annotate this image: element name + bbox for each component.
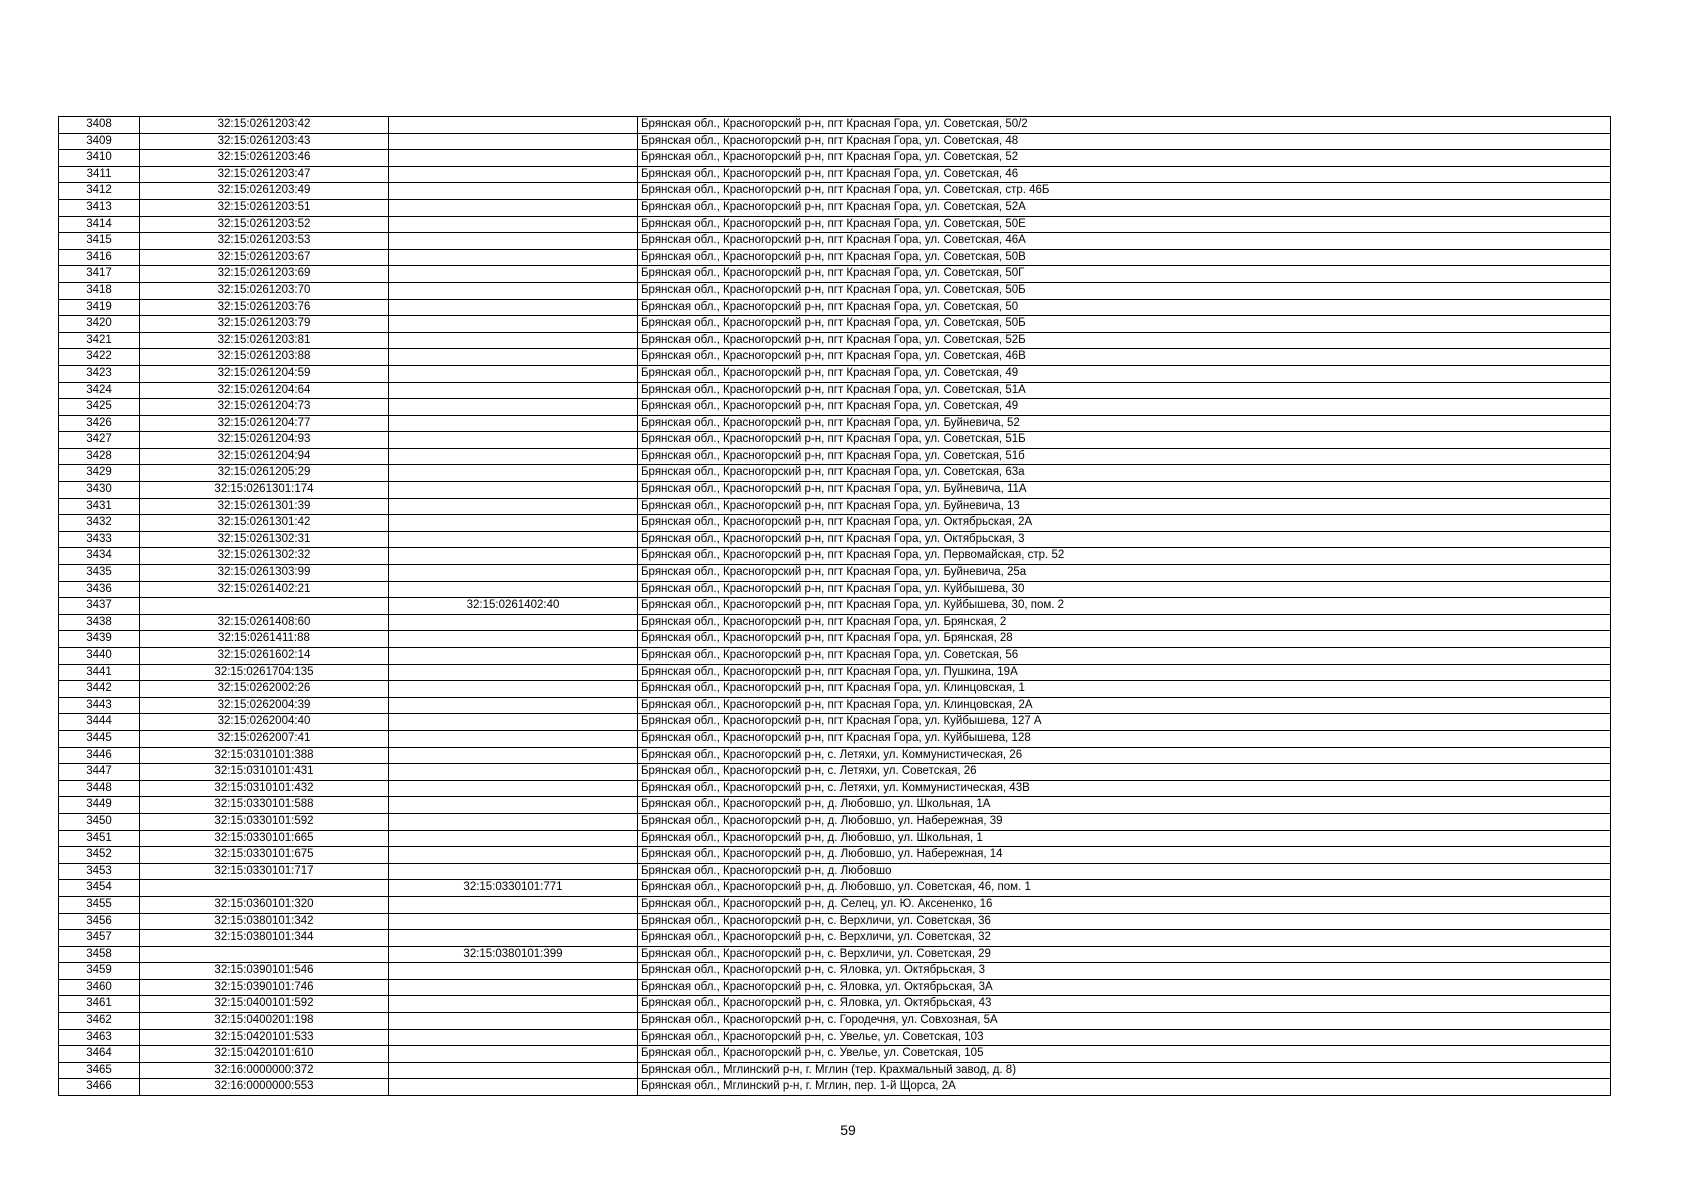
cadastral-number-cell: 32:15:0261203:43 bbox=[140, 133, 389, 150]
premises-cadastral-number-cell bbox=[389, 1029, 638, 1046]
row-number-cell: 3426 bbox=[59, 415, 140, 432]
address-cell: Брянская обл., Красногорский р-н, пгт Красная Гора, ул. Советская, 50/2 bbox=[638, 117, 1611, 134]
row-number-cell: 3442 bbox=[59, 681, 140, 698]
address-cell: Брянская обл., Красногорский р-н, пгт Красная Гора, ул. Советская, стр. 46Б bbox=[638, 183, 1611, 200]
premises-cadastral-number-cell bbox=[389, 349, 638, 366]
table-row bbox=[59, 581, 1611, 598]
premises-cadastral-number-cell bbox=[389, 1079, 638, 1096]
premises-cadastral-number-cell bbox=[389, 282, 638, 299]
premises-cadastral-number-cell: 32:15:0330101:771 bbox=[389, 880, 638, 897]
address-cell: Брянская обл., Красногорский р-н, с. Летяхи, ул. Советская, 26 bbox=[638, 764, 1611, 781]
cadastral-number-cell: 32:15:0262002:26 bbox=[140, 681, 389, 698]
address-cell: Брянская обл., Красногорский р-н, пгт Красная Гора, ул. Клинцовская, 2А bbox=[638, 697, 1611, 714]
cadastral-number-cell: 32:15:0380101:344 bbox=[140, 930, 389, 947]
cadastral-number-cell: 32:15:0420101:610 bbox=[140, 1046, 389, 1063]
premises-cadastral-number-cell bbox=[389, 199, 638, 216]
premises-cadastral-number-cell bbox=[389, 863, 638, 880]
premises-cadastral-number-cell bbox=[389, 681, 638, 698]
cadastral-number-cell bbox=[140, 880, 389, 897]
address-cell: Брянская обл., Красногорский р-н, пгт Красная Гора, ул. Куйбышева, 30, пом. 2 bbox=[638, 598, 1611, 615]
row-number-cell: 3463 bbox=[59, 1029, 140, 1046]
cadastral-number-cell: 32:15:0261205:29 bbox=[140, 465, 389, 482]
row-number-cell: 3422 bbox=[59, 349, 140, 366]
row-number-cell: 3450 bbox=[59, 813, 140, 830]
table-row bbox=[59, 349, 1611, 366]
row-number-cell: 3460 bbox=[59, 979, 140, 996]
table-row bbox=[59, 565, 1611, 582]
cadastral-number-cell: 32:15:0261301:42 bbox=[140, 515, 389, 532]
table-row bbox=[59, 747, 1611, 764]
address-cell: Брянская обл., Красногорский р-н, пгт Красная Гора, ул. Клинцовская, 1 bbox=[638, 681, 1611, 698]
address-cell: Брянская обл., Красногорский р-н, пгт Красная Гора, ул. Брянская, 2 bbox=[638, 614, 1611, 631]
cadastral-number-cell: 32:15:0420101:533 bbox=[140, 1029, 389, 1046]
row-number-cell: 3435 bbox=[59, 565, 140, 582]
table-row bbox=[59, 183, 1611, 200]
table-row bbox=[59, 880, 1611, 897]
premises-cadastral-number-cell bbox=[389, 531, 638, 548]
row-number-cell: 3429 bbox=[59, 465, 140, 482]
table-row bbox=[59, 598, 1611, 615]
table-row bbox=[59, 150, 1611, 167]
row-number-cell: 3437 bbox=[59, 598, 140, 615]
row-number-cell: 3443 bbox=[59, 697, 140, 714]
premises-cadastral-number-cell bbox=[389, 581, 638, 598]
premises-cadastral-number-cell bbox=[389, 730, 638, 747]
table-row bbox=[59, 780, 1611, 797]
cadastral-number-cell: 32:15:0330101:588 bbox=[140, 797, 389, 814]
premises-cadastral-number-cell bbox=[389, 813, 638, 830]
address-cell: Брянская обл., Красногорский р-н, д. Любовшо bbox=[638, 863, 1611, 880]
table-row bbox=[59, 233, 1611, 250]
address-cell: Брянская обл., Красногорский р-н, пгт Красная Гора, ул. Буйневича, 13 bbox=[638, 498, 1611, 515]
row-number-cell: 3427 bbox=[59, 432, 140, 449]
table-row bbox=[59, 1062, 1611, 1079]
table-row bbox=[59, 432, 1611, 449]
premises-cadastral-number-cell bbox=[389, 332, 638, 349]
address-cell: Брянская обл., Красногорский р-н, пгт Красная Гора, ул. Советская, 50Г bbox=[638, 266, 1611, 283]
row-number-cell: 3466 bbox=[59, 1079, 140, 1096]
table-row bbox=[59, 830, 1611, 847]
address-cell: Брянская обл., Красногорский р-н, пгт Красная Гора, ул. Советская, 50 bbox=[638, 299, 1611, 316]
premises-cadastral-number-cell bbox=[389, 648, 638, 665]
cadastral-number-cell: 32:16:0000000:372 bbox=[140, 1062, 389, 1079]
address-cell: Брянская обл., Красногорский р-н, пгт Красная Гора, ул. Первомайская, стр. 52 bbox=[638, 548, 1611, 565]
row-number-cell: 3444 bbox=[59, 714, 140, 731]
cadastral-number-cell: 32:15:0261408:60 bbox=[140, 614, 389, 631]
premises-cadastral-number-cell bbox=[389, 830, 638, 847]
premises-cadastral-number-cell bbox=[389, 963, 638, 980]
row-number-cell: 3436 bbox=[59, 581, 140, 598]
premises-cadastral-number-cell: 32:15:0261402:40 bbox=[389, 598, 638, 615]
cadastral-number-cell: 32:15:0261204:77 bbox=[140, 415, 389, 432]
premises-cadastral-number-cell bbox=[389, 930, 638, 947]
row-number-cell: 3423 bbox=[59, 365, 140, 382]
table-row bbox=[59, 863, 1611, 880]
table-row bbox=[59, 847, 1611, 864]
row-number-cell: 3434 bbox=[59, 548, 140, 565]
row-number-cell: 3416 bbox=[59, 249, 140, 266]
row-number-cell: 3419 bbox=[59, 299, 140, 316]
premises-cadastral-number-cell bbox=[389, 780, 638, 797]
premises-cadastral-number-cell bbox=[389, 614, 638, 631]
row-number-cell: 3454 bbox=[59, 880, 140, 897]
row-number-cell: 3418 bbox=[59, 282, 140, 299]
table-row bbox=[59, 913, 1611, 930]
table-row bbox=[59, 946, 1611, 963]
table-row bbox=[59, 249, 1611, 266]
cadastral-number-cell: 32:15:0261303:99 bbox=[140, 565, 389, 582]
table-row bbox=[59, 465, 1611, 482]
premises-cadastral-number-cell bbox=[389, 216, 638, 233]
premises-cadastral-number-cell bbox=[389, 448, 638, 465]
row-number-cell: 3439 bbox=[59, 631, 140, 648]
premises-cadastral-number-cell bbox=[389, 996, 638, 1013]
table-row bbox=[59, 1079, 1611, 1096]
cadastral-number-cell: 32:15:0261203:69 bbox=[140, 266, 389, 283]
table-row bbox=[59, 664, 1611, 681]
row-number-cell: 3440 bbox=[59, 648, 140, 665]
row-number-cell: 3408 bbox=[59, 117, 140, 134]
cadastral-number-cell: 32:15:0261203:76 bbox=[140, 299, 389, 316]
cadastral-number-cell: 32:15:0330101:675 bbox=[140, 847, 389, 864]
cadastral-number-cell: 32:15:0261204:59 bbox=[140, 365, 389, 382]
address-cell: Брянская обл., Красногорский р-н, д. Любовшо, ул. Школьная, 1 bbox=[638, 830, 1611, 847]
cadastral-number-cell: 32:15:0261203:70 bbox=[140, 282, 389, 299]
table-row bbox=[59, 531, 1611, 548]
address-cell: Брянская обл., Красногорский р-н, д. Любовшо, ул. Набережная, 14 bbox=[638, 847, 1611, 864]
table-row bbox=[59, 399, 1611, 416]
address-cell: Брянская обл., Красногорский р-н, с. Яловка, ул. Октябрьская, 43 bbox=[638, 996, 1611, 1013]
address-cell: Брянская обл., Мглинский р-н, г. Мглин, пер. 1-й Щорса, 2А bbox=[638, 1079, 1611, 1096]
table-row bbox=[59, 1013, 1611, 1030]
address-cell: Брянская обл., Красногорский р-н, пгт Красная Гора, ул. Советская, 46 bbox=[638, 166, 1611, 183]
address-cell: Брянская обл., Красногорский р-н, с. Верхличи, ул. Советская, 36 bbox=[638, 913, 1611, 930]
address-cell: Брянская обл., Красногорский р-н, пгт Красная Гора, ул. Куйбышева, 128 bbox=[638, 730, 1611, 747]
cadastral-number-cell: 32:15:0330101:592 bbox=[140, 813, 389, 830]
premises-cadastral-number-cell bbox=[389, 896, 638, 913]
premises-cadastral-number-cell bbox=[389, 697, 638, 714]
cadastral-number-cell: 32:15:0262004:39 bbox=[140, 697, 389, 714]
premises-cadastral-number-cell bbox=[389, 365, 638, 382]
table-row bbox=[59, 714, 1611, 731]
table-row bbox=[59, 382, 1611, 399]
cadastral-number-cell: 32:15:0261204:73 bbox=[140, 399, 389, 416]
table-row bbox=[59, 133, 1611, 150]
cadastral-number-cell: 32:15:0360101:320 bbox=[140, 896, 389, 913]
cadastral-number-cell: 32:15:0390101:746 bbox=[140, 979, 389, 996]
cadastral-number-cell: 32:16:0000000:553 bbox=[140, 1079, 389, 1096]
address-cell: Брянская обл., Красногорский р-н, пгт Красная Гора, ул. Советская, 49 bbox=[638, 365, 1611, 382]
cadastral-number-cell: 32:15:0261602:14 bbox=[140, 648, 389, 665]
table-row bbox=[59, 216, 1611, 233]
cadastral-number-cell: 32:15:0261704:135 bbox=[140, 664, 389, 681]
premises-cadastral-number-cell bbox=[389, 266, 638, 283]
row-number-cell: 3420 bbox=[59, 316, 140, 333]
address-cell: Брянская обл., Мглинский р-н, г. Мглин (тер. Крахмальный завод, д. 8) bbox=[638, 1062, 1611, 1079]
address-cell: Брянская обл., Красногорский р-н, пгт Красная Гора, ул. Советская, 52А bbox=[638, 199, 1611, 216]
premises-cadastral-number-cell bbox=[389, 548, 638, 565]
row-number-cell: 3447 bbox=[59, 764, 140, 781]
table-row bbox=[59, 963, 1611, 980]
address-cell: Брянская обл., Красногорский р-н, с. Летяхи, ул. Коммунистическая, 43В bbox=[638, 780, 1611, 797]
cadastral-number-cell: 32:15:0261203:51 bbox=[140, 199, 389, 216]
premises-cadastral-number-cell bbox=[389, 183, 638, 200]
address-cell: Брянская обл., Красногорский р-н, пгт Красная Гора, ул. Советская, 51б bbox=[638, 448, 1611, 465]
address-cell: Брянская обл., Красногорский р-н, пгт Красная Гора, ул. Буйневича, 52 bbox=[638, 415, 1611, 432]
table-row bbox=[59, 648, 1611, 665]
cadastral-number-cell: 32:15:0310101:432 bbox=[140, 780, 389, 797]
cadastral-number-cell: 32:15:0330101:665 bbox=[140, 830, 389, 847]
table-row bbox=[59, 515, 1611, 532]
address-cell: Брянская обл., Красногорский р-н, пгт Красная Гора, ул. Октябрьская, 2А bbox=[638, 515, 1611, 532]
table-row bbox=[59, 448, 1611, 465]
cadastral-number-cell: 32:15:0400101:592 bbox=[140, 996, 389, 1013]
address-cell: Брянская обл., Красногорский р-н, с. Яловка, ул. Октябрьская, 3А bbox=[638, 979, 1611, 996]
cadastral-number-cell: 32:15:0261204:93 bbox=[140, 432, 389, 449]
premises-cadastral-number-cell bbox=[389, 1013, 638, 1030]
row-number-cell: 3410 bbox=[59, 150, 140, 167]
cadastral-number-cell: 32:15:0261302:31 bbox=[140, 531, 389, 548]
address-cell: Брянская обл., Красногорский р-н, пгт Красная Гора, ул. Советская, 51Б bbox=[638, 432, 1611, 449]
row-number-cell: 3425 bbox=[59, 399, 140, 416]
cadastral-number-cell: 32:15:0262007:41 bbox=[140, 730, 389, 747]
premises-cadastral-number-cell bbox=[389, 382, 638, 399]
premises-cadastral-number-cell bbox=[389, 415, 638, 432]
row-number-cell: 3433 bbox=[59, 531, 140, 548]
address-cell: Брянская обл., Красногорский р-н, пгт Красная Гора, ул. Пушкина, 19А bbox=[638, 664, 1611, 681]
cadastral-number-cell: 32:15:0261203:88 bbox=[140, 349, 389, 366]
table-row bbox=[59, 282, 1611, 299]
address-cell: Брянская обл., Красногорский р-н, пгт Красная Гора, ул. Советская, 56 bbox=[638, 648, 1611, 665]
address-cell: Брянская обл., Красногорский р-н, пгт Красная Гора, ул. Брянская, 28 bbox=[638, 631, 1611, 648]
table-row bbox=[59, 266, 1611, 283]
cadastral-number-cell: 32:15:0261203:49 bbox=[140, 183, 389, 200]
row-number-cell: 3446 bbox=[59, 747, 140, 764]
cadastral-number-cell bbox=[140, 598, 389, 615]
table-row bbox=[59, 730, 1611, 747]
table-row bbox=[59, 797, 1611, 814]
row-number-cell: 3415 bbox=[59, 233, 140, 250]
cadastral-number-cell: 32:15:0262004:40 bbox=[140, 714, 389, 731]
premises-cadastral-number-cell bbox=[389, 432, 638, 449]
cadastral-number-cell: 32:15:0261402:21 bbox=[140, 581, 389, 598]
address-cell: Брянская обл., Красногорский р-н, с. Верхличи, ул. Советская, 29 bbox=[638, 946, 1611, 963]
property-register-table bbox=[58, 116, 1611, 1096]
address-cell: Брянская обл., Красногорский р-н, д. Любовшо, ул. Школьная, 1А bbox=[638, 797, 1611, 814]
address-cell: Брянская обл., Красногорский р-н, пгт Красная Гора, ул. Советская, 49 bbox=[638, 399, 1611, 416]
cadastral-number-cell: 32:15:0261203:53 bbox=[140, 233, 389, 250]
row-number-cell: 3430 bbox=[59, 482, 140, 499]
cadastral-number-cell: 32:15:0330101:717 bbox=[140, 863, 389, 880]
table-body bbox=[59, 117, 1611, 1096]
table-row bbox=[59, 415, 1611, 432]
premises-cadastral-number-cell bbox=[389, 299, 638, 316]
row-number-cell: 3459 bbox=[59, 963, 140, 980]
premises-cadastral-number-cell bbox=[389, 797, 638, 814]
table-row bbox=[59, 681, 1611, 698]
cadastral-number-cell: 32:15:0261203:52 bbox=[140, 216, 389, 233]
table-row bbox=[59, 482, 1611, 499]
row-number-cell: 3464 bbox=[59, 1046, 140, 1063]
row-number-cell: 3451 bbox=[59, 830, 140, 847]
row-number-cell: 3456 bbox=[59, 913, 140, 930]
table-row bbox=[59, 996, 1611, 1013]
address-cell: Брянская обл., Красногорский р-н, пгт Красная Гора, ул. Советская, 50Б bbox=[638, 282, 1611, 299]
premises-cadastral-number-cell bbox=[389, 631, 638, 648]
row-number-cell: 3465 bbox=[59, 1062, 140, 1079]
address-cell: Брянская обл., Красногорский р-н, с. Увелье, ул. Советская, 103 bbox=[638, 1029, 1611, 1046]
table-row bbox=[59, 365, 1611, 382]
address-cell: Брянская обл., Красногорский р-н, пгт Красная Гора, ул. Советская, 48 bbox=[638, 133, 1611, 150]
cadastral-number-cell: 32:15:0261203:81 bbox=[140, 332, 389, 349]
row-number-cell: 3458 bbox=[59, 946, 140, 963]
address-cell: Брянская обл., Красногорский р-н, пгт Красная Гора, ул. Советская, 50В bbox=[638, 249, 1611, 266]
premises-cadastral-number-cell bbox=[389, 117, 638, 134]
table-row bbox=[59, 548, 1611, 565]
row-number-cell: 3432 bbox=[59, 515, 140, 532]
cadastral-number-cell: 32:15:0400201:198 bbox=[140, 1013, 389, 1030]
table-row bbox=[59, 1046, 1611, 1063]
table-row bbox=[59, 930, 1611, 947]
address-cell: Брянская обл., Красногорский р-н, пгт Красная Гора, ул. Советская, 46В bbox=[638, 349, 1611, 366]
row-number-cell: 3453 bbox=[59, 863, 140, 880]
row-number-cell: 3441 bbox=[59, 664, 140, 681]
table-row bbox=[59, 813, 1611, 830]
row-number-cell: 3461 bbox=[59, 996, 140, 1013]
cadastral-number-cell: 32:15:0261203:46 bbox=[140, 150, 389, 167]
premises-cadastral-number-cell bbox=[389, 515, 638, 532]
address-cell: Брянская обл., Красногорский р-н, с. Увелье, ул. Советская, 105 bbox=[638, 1046, 1611, 1063]
table-row bbox=[59, 697, 1611, 714]
cadastral-number-cell: 32:15:0310101:388 bbox=[140, 747, 389, 764]
address-cell: Брянская обл., Красногорский р-н, пгт Красная Гора, ул. Советская, 51А bbox=[638, 382, 1611, 399]
cadastral-number-cell: 32:15:0261203:47 bbox=[140, 166, 389, 183]
row-number-cell: 3448 bbox=[59, 780, 140, 797]
cadastral-number-cell bbox=[140, 946, 389, 963]
address-cell: Брянская обл., Красногорский р-н, с. Верхличи, ул. Советская, 32 bbox=[638, 930, 1611, 947]
address-cell: Брянская обл., Красногорский р-н, пгт Красная Гора, ул. Куйбышева, 127 А bbox=[638, 714, 1611, 731]
premises-cadastral-number-cell bbox=[389, 747, 638, 764]
premises-cadastral-number-cell bbox=[389, 1046, 638, 1063]
premises-cadastral-number-cell bbox=[389, 498, 638, 515]
row-number-cell: 3414 bbox=[59, 216, 140, 233]
premises-cadastral-number-cell bbox=[389, 847, 638, 864]
row-number-cell: 3455 bbox=[59, 896, 140, 913]
row-number-cell: 3452 bbox=[59, 847, 140, 864]
table-row bbox=[59, 764, 1611, 781]
address-cell: Брянская обл., Красногорский р-н, пгт Красная Гора, ул. Куйбышева, 30 bbox=[638, 581, 1611, 598]
row-number-cell: 3409 bbox=[59, 133, 140, 150]
table-row bbox=[59, 498, 1611, 515]
premises-cadastral-number-cell bbox=[389, 166, 638, 183]
address-cell: Брянская обл., Красногорский р-н, пгт Красная Гора, ул. Советская, 50Е bbox=[638, 216, 1611, 233]
table-row bbox=[59, 1029, 1611, 1046]
cadastral-number-cell: 32:15:0261301:39 bbox=[140, 498, 389, 515]
cadastral-number-cell: 32:15:0390101:546 bbox=[140, 963, 389, 980]
cadastral-number-cell: 32:15:0261302:32 bbox=[140, 548, 389, 565]
cadastral-number-cell: 32:15:0310101:431 bbox=[140, 764, 389, 781]
address-cell: Брянская обл., Красногорский р-н, пгт Красная Гора, ул. Советская, 50Б bbox=[638, 316, 1611, 333]
premises-cadastral-number-cell bbox=[389, 565, 638, 582]
cadastral-number-cell: 32:15:0261203:42 bbox=[140, 117, 389, 134]
premises-cadastral-number-cell bbox=[389, 482, 638, 499]
premises-cadastral-number-cell bbox=[389, 664, 638, 681]
address-cell: Брянская обл., Красногорский р-н, д. Любовшо, ул. Советская, 46, пом. 1 bbox=[638, 880, 1611, 897]
table-row bbox=[59, 316, 1611, 333]
premises-cadastral-number-cell bbox=[389, 979, 638, 996]
premises-cadastral-number-cell bbox=[389, 913, 638, 930]
cadastral-number-cell: 32:15:0261411:88 bbox=[140, 631, 389, 648]
premises-cadastral-number-cell bbox=[389, 399, 638, 416]
table-row bbox=[59, 299, 1611, 316]
address-cell: Брянская обл., Красногорский р-н, с. Яловка, ул. Октябрьская, 3 bbox=[638, 963, 1611, 980]
cadastral-number-cell: 32:15:0261204:64 bbox=[140, 382, 389, 399]
row-number-cell: 3438 bbox=[59, 614, 140, 631]
table-row bbox=[59, 896, 1611, 913]
table-row bbox=[59, 631, 1611, 648]
page-number: 59 bbox=[840, 1122, 856, 1138]
address-cell: Брянская обл., Красногорский р-н, д. Любовшо, ул. Набережная, 39 bbox=[638, 813, 1611, 830]
table-row bbox=[59, 979, 1611, 996]
row-number-cell: 3449 bbox=[59, 797, 140, 814]
row-number-cell: 3431 bbox=[59, 498, 140, 515]
row-number-cell: 3411 bbox=[59, 166, 140, 183]
address-cell: Брянская обл., Красногорский р-н, пгт Красная Гора, ул. Буйневича, 11А bbox=[638, 482, 1611, 499]
row-number-cell: 3445 bbox=[59, 730, 140, 747]
premises-cadastral-number-cell bbox=[389, 233, 638, 250]
cadastral-number-cell: 32:15:0380101:342 bbox=[140, 913, 389, 930]
row-number-cell: 3428 bbox=[59, 448, 140, 465]
address-cell: Брянская обл., Красногорский р-н, пгт Красная Гора, ул. Октябрьская, 3 bbox=[638, 531, 1611, 548]
table-row bbox=[59, 199, 1611, 216]
table-row bbox=[59, 166, 1611, 183]
row-number-cell: 3413 bbox=[59, 199, 140, 216]
address-cell: Брянская обл., Красногорский р-н, с. Летяхи, ул. Коммунистическая, 26 bbox=[638, 747, 1611, 764]
address-cell: Брянская обл., Красногорский р-н, пгт Красная Гора, ул. Советская, 63а bbox=[638, 465, 1611, 482]
address-cell: Брянская обл., Красногорский р-н, пгт Красная Гора, ул. Советская, 46А bbox=[638, 233, 1611, 250]
cadastral-number-cell: 32:15:0261203:67 bbox=[140, 249, 389, 266]
cadastral-number-cell: 32:15:0261204:94 bbox=[140, 448, 389, 465]
address-cell: Брянская обл., Красногорский р-н, пгт Красная Гора, ул. Советская, 52Б bbox=[638, 332, 1611, 349]
row-number-cell: 3462 bbox=[59, 1013, 140, 1030]
address-cell: Брянская обл., Красногорский р-н, д. Селец, ул. Ю. Аксененко, 16 bbox=[638, 896, 1611, 913]
premises-cadastral-number-cell bbox=[389, 133, 638, 150]
row-number-cell: 3457 bbox=[59, 930, 140, 947]
table-row bbox=[59, 332, 1611, 349]
address-cell: Брянская обл., Красногорский р-н, с. Городечня, ул. Совхозная, 5А bbox=[638, 1013, 1611, 1030]
cadastral-number-cell: 32:15:0261301:174 bbox=[140, 482, 389, 499]
address-cell: Брянская обл., Красногорский р-н, пгт Красная Гора, ул. Буйневича, 25а bbox=[638, 565, 1611, 582]
premises-cadastral-number-cell bbox=[389, 1062, 638, 1079]
premises-cadastral-number-cell bbox=[389, 764, 638, 781]
premises-cadastral-number-cell: 32:15:0380101:399 bbox=[389, 946, 638, 963]
table-row bbox=[59, 614, 1611, 631]
row-number-cell: 3417 bbox=[59, 266, 140, 283]
row-number-cell: 3421 bbox=[59, 332, 140, 349]
table-row bbox=[59, 117, 1611, 134]
premises-cadastral-number-cell bbox=[389, 316, 638, 333]
premises-cadastral-number-cell bbox=[389, 249, 638, 266]
premises-cadastral-number-cell bbox=[389, 465, 638, 482]
row-number-cell: 3424 bbox=[59, 382, 140, 399]
row-number-cell: 3412 bbox=[59, 183, 140, 200]
cadastral-number-cell: 32:15:0261203:79 bbox=[140, 316, 389, 333]
premises-cadastral-number-cell bbox=[389, 150, 638, 167]
address-cell: Брянская обл., Красногорский р-н, пгт Красная Гора, ул. Советская, 52 bbox=[638, 150, 1611, 167]
premises-cadastral-number-cell bbox=[389, 714, 638, 731]
